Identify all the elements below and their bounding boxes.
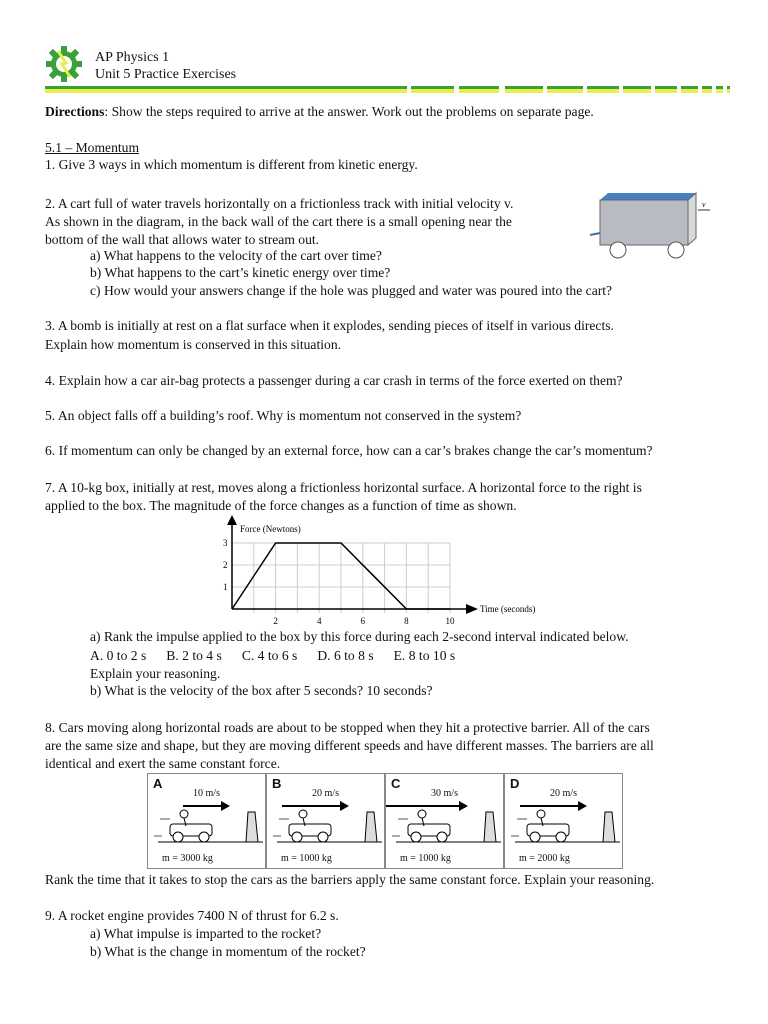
panel-letter: B: [272, 776, 282, 791]
question-2b: b) What happens to the cart’s kinetic energy over time?: [90, 265, 391, 280]
question-7-line: applied to the box. The magnitude of the force changes as a function of time as shown.: [45, 498, 517, 513]
question-4: 4. Explain how a car air-bag protects a passenger during a car crash in terms of the force exerted on them?: [45, 373, 623, 388]
question-9b: b) What is the change in momentum of the rocket?: [90, 944, 366, 959]
gear-logo-icon: [46, 45, 82, 83]
question-3-line: Explain how momentum is conserved in this situation.: [45, 337, 342, 352]
question-8-rank: Rank the time that it takes to stop the cars as the barriers apply the same constant force. Explain your reasoning.: [45, 872, 655, 887]
water-cart-diagram: [588, 190, 713, 265]
panel-letter: D: [510, 776, 520, 791]
speed-label: 10 m/s: [193, 788, 220, 799]
question-2a: a) What happens to the velocity of the cart over time?: [90, 248, 382, 263]
question-8-line: identical and exert the same constant force.: [45, 756, 281, 771]
x-tick-label: 2: [273, 616, 278, 626]
speed-label: 20 m/s: [550, 788, 577, 799]
speed-label: 30 m/s: [431, 788, 458, 799]
y-axis-label: Force (Newtons): [240, 524, 301, 534]
question-7-line: 7. A 10-kg box, initially at rest, moves along a frictionless horizontal surface. A horizontal force to the right is: [45, 480, 642, 495]
y-tick-label: 1: [223, 582, 228, 592]
car-scene-icon: [267, 774, 384, 854]
x-axis-label: Time (seconds): [480, 604, 536, 614]
question-2c: c) How would your answers change if the hole was plugged and water was poured into the cart?: [90, 283, 613, 298]
x-tick-label: 4: [316, 616, 322, 626]
car-scene-icon: [505, 774, 622, 854]
speed-label: 20 m/s: [312, 788, 339, 799]
question-6: 6. If momentum can only be changed by an external force, how can a car’s brakes change the car’s momentum?: [45, 443, 653, 458]
car-scene-icon: [386, 774, 503, 854]
question-8-line: 8. Cars moving along horizontal roads are about to be stopped when they hit a protective barrier. All of the cars: [45, 720, 650, 735]
car-panel-b: [266, 773, 385, 869]
question-2-line: 2. A cart full of water travels horizontally on a frictionless track with initial velocity v.: [45, 196, 514, 211]
car-panel-c: [385, 773, 504, 869]
course-title: AP Physics 1: [95, 50, 170, 65]
question-2-line: As shown in the diagram, in the back wall of the cart there is a small opening near the: [45, 214, 512, 229]
interval-choices: A. 0 to 2 s B. 2 to 4 s C. 4 to 6 s D. 6 to 8 s E. 8 to 10 s: [90, 648, 456, 663]
car-scene-icon: [148, 774, 265, 854]
car-panel-d: [504, 773, 623, 869]
question-5: 5. An object falls off a building’s roof. Why is momentum not conserved in the system?: [45, 408, 522, 423]
x-tick-label: 8: [404, 616, 409, 626]
y-tick-label: 3: [223, 538, 228, 548]
x-tick-label: 6: [360, 616, 366, 626]
question-9a: a) What impulse is imparted to the rocket?: [90, 926, 322, 941]
directions: Directions: Show the steps required to arrive at the answer. Work out the problems on separate page.: [45, 104, 594, 119]
mass-label: m = 1000 kg: [400, 853, 451, 864]
force-time-graph: [210, 515, 555, 630]
mass-label: m = 1000 kg: [281, 853, 332, 864]
section-heading: 5.1 – Momentum: [45, 140, 140, 155]
y-tick-label: 2: [223, 560, 228, 570]
question-9: 9. A rocket engine provides 7400 N of thrust for 6.2 s.: [45, 908, 339, 923]
mass-label: m = 3000 kg: [162, 853, 213, 864]
x-tick-label: 10: [445, 616, 455, 626]
mass-label: m = 2000 kg: [519, 853, 570, 864]
question-7b: b) What is the velocity of the box after 5 seconds? 10 seconds?: [90, 683, 433, 698]
question-3-line: 3. A bomb is initially at rest on a flat surface when it explodes, sending pieces of itself in various directs.: [45, 318, 614, 333]
question-8-line: are the same size and shape, but they are moving different speeds and have different masses. The barriers are all: [45, 738, 654, 753]
explain-reasoning: Explain your reasoning.: [90, 666, 221, 681]
unit-title: Unit 5 Practice Exercises: [95, 67, 237, 82]
car-panel-a: [147, 773, 266, 869]
question-1: 1. Give 3 ways in which momentum is different from kinetic energy.: [45, 157, 418, 172]
question-7a: a) Rank the impulse applied to the box by this force during each 2-second interval indicated below.: [90, 629, 629, 644]
panel-letter: A: [153, 776, 163, 791]
velocity-label: v: [702, 200, 706, 209]
question-2-line: bottom of the wall that allows water to stream out.: [45, 232, 320, 247]
panel-letter: C: [391, 776, 401, 791]
